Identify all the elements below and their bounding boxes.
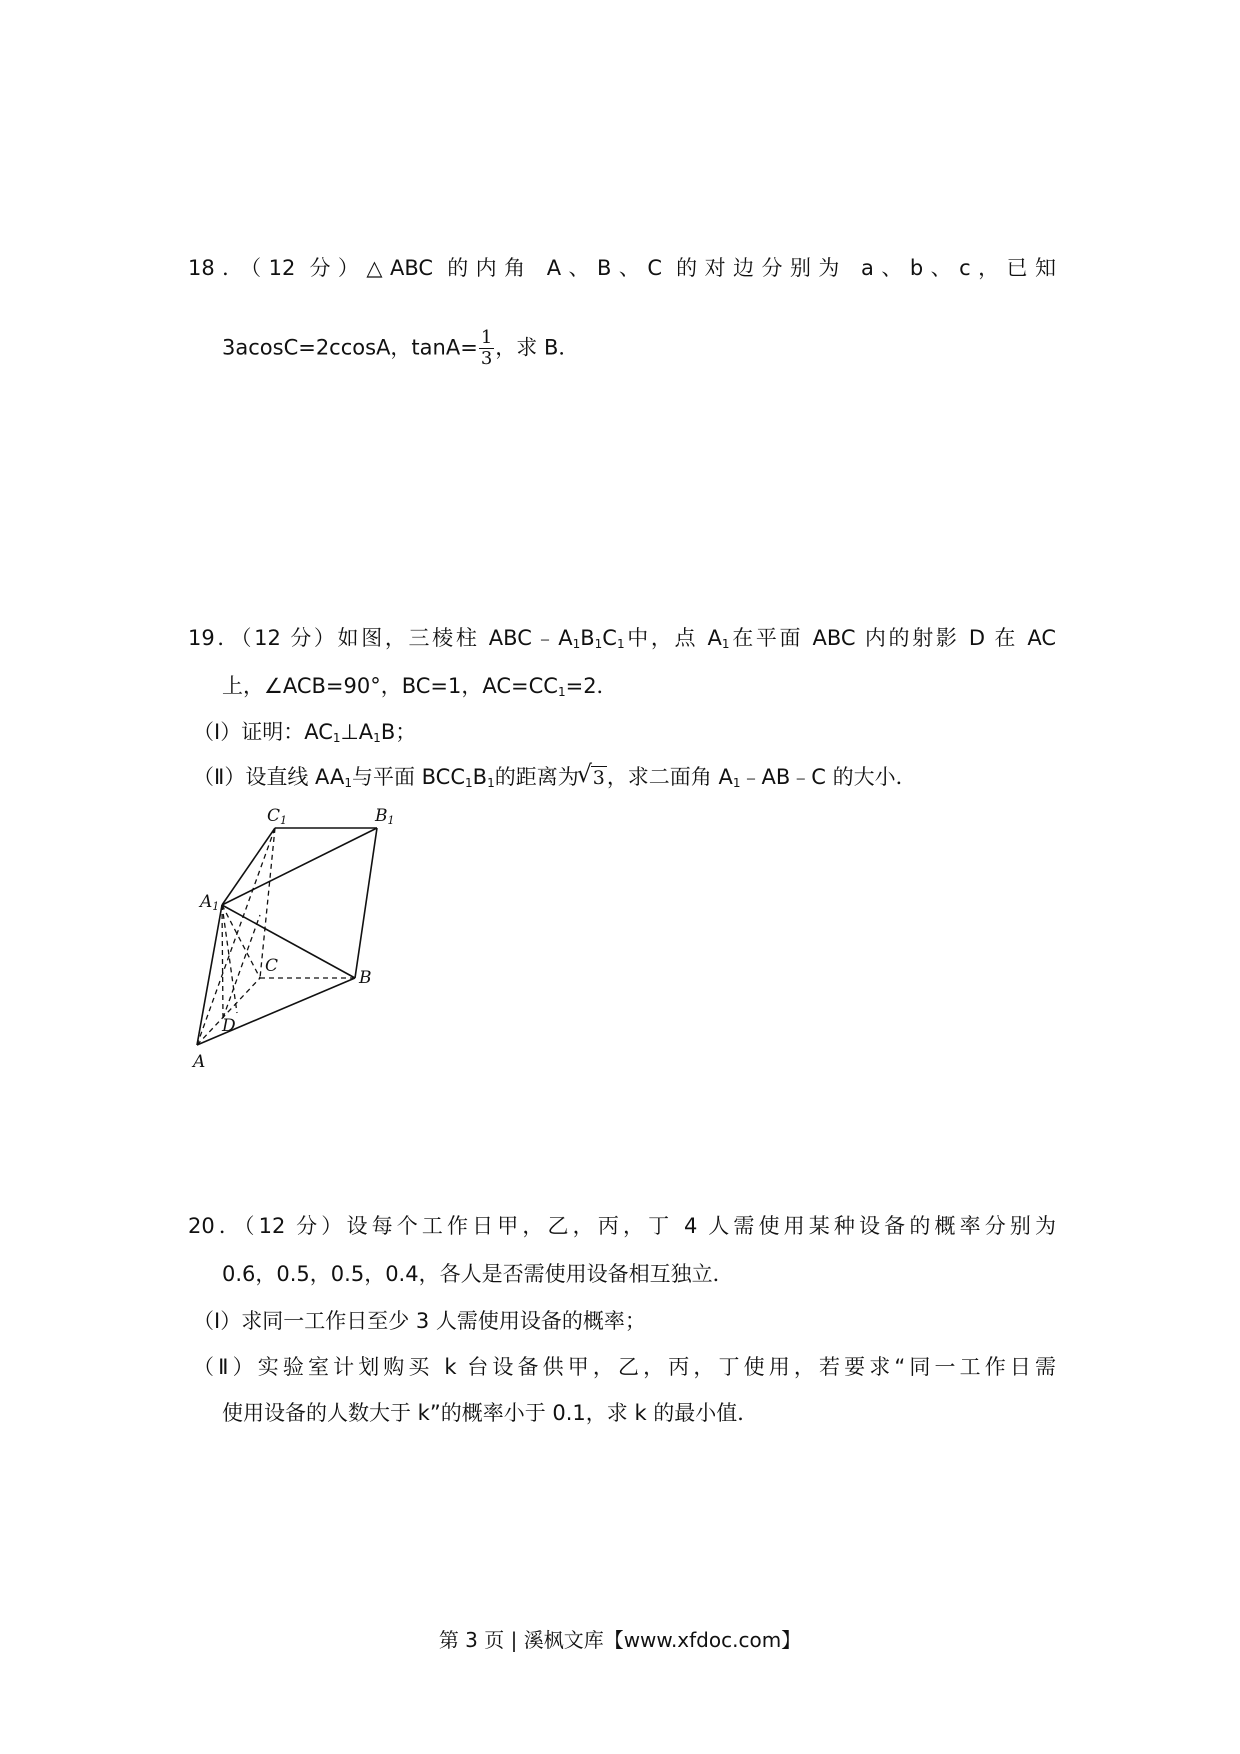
sub: 1 — [487, 776, 495, 790]
q20-line1: 20．（12 分）设每个工作日甲，乙，丙，丁 4 人需使用某种设备的概率分别为 — [188, 1214, 1056, 1238]
edge-a1-c1 — [222, 828, 275, 905]
label-c1: C1 — [267, 806, 288, 827]
fraction-numerator: 1 — [480, 327, 493, 348]
q20-line2: 0.6，0.5，0.5，0.4，各人是否需使用设备相互独立． — [222, 1262, 734, 1286]
fraction-one-third — [479, 328, 494, 369]
label-b1: B1 — [375, 806, 395, 827]
edge-d-c1 — [223, 915, 260, 1018]
fraction-denominator: 3 — [480, 348, 493, 369]
sub: 1 — [572, 637, 581, 651]
prism-figure — [185, 805, 420, 1085]
sub: 1 — [465, 776, 473, 790]
label-d: D — [222, 1016, 236, 1036]
label-c: C — [265, 956, 279, 976]
sub: 1 — [594, 637, 603, 651]
sub: 1 — [732, 776, 741, 790]
q19-p2-c: B — [472, 765, 488, 789]
edge-a-b — [197, 978, 355, 1045]
q19-p2-f: ﹣AB﹣C 的大小． — [740, 765, 917, 789]
q19-p1-a: （Ⅰ）证明：AC — [193, 720, 333, 744]
sqrt-radicand: 3 — [592, 767, 605, 789]
label-b: B — [359, 968, 372, 988]
sub: 1 — [373, 731, 381, 745]
q18-line2 — [222, 328, 579, 369]
sub: 1 — [344, 776, 352, 790]
q20-part2-line2: 使用设备的人数大于 k”的概率小于 0.1，求 k 的最小值． — [222, 1401, 759, 1425]
edge-b1-b — [355, 828, 377, 978]
q19-p1-c: B； — [380, 720, 417, 744]
page-footer: 第 3 页 | 溪枫文库【www.xfdoc.com】 — [438, 1628, 802, 1652]
q19-p1-b: ⊥A — [340, 720, 374, 744]
q18-line1: 18．（12 分）△ABC 的内角 A、B、C 的对边分别为 a、b、c，已知 — [188, 256, 1056, 280]
q19-l1-d: 中，点 A — [624, 626, 722, 650]
q19-p2-e: ，求二面角 A — [606, 765, 733, 789]
q18-line2-text-b: ，求 B． — [495, 335, 580, 360]
edge-a1-d — [222, 905, 223, 1018]
sub: 1 — [332, 731, 341, 745]
edge-a1-b1 — [222, 828, 377, 905]
q19-l1-a: 19．（12 分）如图，三棱柱 ABC﹣A — [188, 626, 573, 650]
q19-p2-a: （Ⅱ）设直线 AA — [193, 765, 345, 789]
q19-l1-b: B — [580, 626, 595, 650]
q20-part2-line1: （Ⅱ）实验室计划购买 k 台设备供甲，乙，丙，丁使用，若要求“同一工作日需 — [193, 1355, 1056, 1379]
q19-l1-e: 在平面 ABC 内的射影 D 在 AC — [729, 626, 1056, 650]
q19-p2-d: 的距离为 — [494, 765, 579, 789]
q20-part1: （Ⅰ）求同一工作日至少 3 人需使用设备的概率； — [193, 1309, 646, 1333]
sub: 1 — [557, 685, 566, 699]
q19-line2 — [222, 671, 618, 701]
label-a: A — [193, 1052, 206, 1072]
sub: 1 — [616, 637, 625, 651]
sub: 1 — [721, 637, 730, 651]
q19-part1 — [193, 717, 416, 747]
edge-a-c1 — [197, 828, 275, 1045]
q19-l1-c: C — [602, 626, 617, 650]
edge-a1-a — [197, 905, 222, 1045]
q19-l2-b: =2． — [565, 674, 618, 698]
q19-part2 — [193, 762, 917, 793]
edge-a1-d2 — [222, 905, 237, 1013]
q18-line2-text-a: 3acosC=2ccosA，tanA= — [222, 335, 478, 360]
q19-line1 — [188, 623, 1056, 653]
sqrt-symbol — [579, 763, 607, 793]
label-a1: A1 — [200, 892, 220, 913]
q19-l2-a: 上，∠ACB=90°，BC=1，AC=CC — [222, 674, 558, 698]
q19-p2-b: 与平面 BCC — [351, 765, 466, 789]
